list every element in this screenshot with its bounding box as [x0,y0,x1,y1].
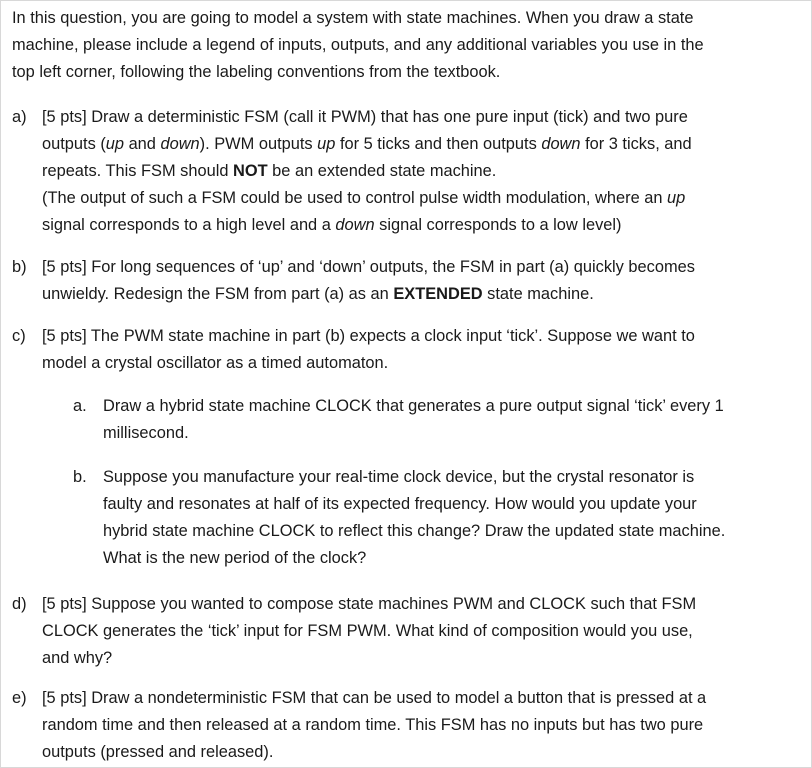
question-a-marker: a) [12,108,27,126]
question-b-text [42,254,782,308]
question-c-text [42,323,782,377]
question-c-sub-a-line-1: Draw a hybrid state machine CLOCK that generates a pure output signal ‘tick’ every 1 [103,397,724,415]
question-e-text [42,685,782,766]
question-c-sub-b-marker: b. [73,468,87,486]
question-a [12,104,782,239]
question-e-line-2: random time and then released at a random time. This FSM has no inputs but has two pure [42,716,704,734]
question-b-line-1: [5 pts] For long sequences of ‘up’ and ‘down’ outputs, the FSM in part (a) quickly becomes [42,258,695,276]
question-d-line-2: CLOCK generates the ‘tick’ input for FSM PWM. What kind of composition would you use, [42,622,693,640]
intro-line-3: top left corner, following the labeling conventions from the textbook. [12,63,501,81]
question-d-line-3: and why? [42,649,113,667]
question-c-line-2: model a crystal oscillator as a timed automaton. [42,354,389,372]
question-a-line-5: signal corresponds to a high level and a down signal corresponds to a low level) [42,216,622,234]
question-c-marker: c) [12,327,26,345]
question-c-sub-b-line-4: What is the new period of the clock? [103,549,367,567]
question-e [12,685,782,766]
question-d-line-1: [5 pts] Suppose you wanted to compose state machines PWM and CLOCK such that FSM [42,595,697,613]
question-e-marker: e) [12,689,27,707]
question-d-marker: d) [12,595,27,613]
question-a-line-3: repeats. This FSM should NOT be an extended state machine. [42,162,497,180]
question-a-text [42,104,782,239]
question-d-text [42,591,782,672]
question-a-line-1: [5 pts] Draw a deterministic FSM (call it PWM) that has one pure input (tick) and two pure [42,108,688,126]
question-c-sub-a-line-2: millisecond. [103,424,189,442]
question-c-sub-b-text [103,464,803,572]
question-b-marker: b) [12,258,27,276]
question-d [12,591,782,672]
question-c-sub-b-line-3: hybrid state machine CLOCK to reflect this change? Draw the updated state machine. [103,522,726,540]
question-a-line-4: (The output of such a FSM could be used to control pulse width modulation, where an up [42,189,686,207]
question-c-sub-b-line-1: Suppose you manufacture your real-time clock device, but the crystal resonator is [103,468,695,486]
question-e-line-3: outputs (pressed and released). [42,743,274,761]
question-c-sub-a-marker: a. [73,397,87,415]
intro-line-2: machine, please include a legend of inputs, outputs, and any additional variables you use in the [12,36,704,54]
question-a-line-2: outputs (up and down). PWM outputs up for 5 ticks and then outputs down for 3 ticks, and [42,135,692,153]
question-e-line-1: [5 pts] Draw a nondeterministic FSM that can be used to model a button that is pressed at a [42,689,707,707]
intro-paragraph [12,5,802,86]
question-c-sub-b-line-2: faulty and resonates at half of its expected frequency. How would you update your [103,495,697,513]
intro-line-1: In this question, you are going to model a system with state machines. When you draw a state [12,9,694,27]
question-b [12,254,782,308]
question-b-line-2: unwieldy. Redesign the FSM from part (a) as an EXTENDED state machine. [42,285,594,303]
question-c [12,323,782,377]
question-c-sub-a-text [103,393,803,447]
question-c-line-1: [5 pts] The PWM state machine in part (b) expects a clock input ‘tick’. Suppose we want to [42,327,695,345]
question-c-sub-a [73,393,803,447]
question-c-sub-b [73,464,803,572]
